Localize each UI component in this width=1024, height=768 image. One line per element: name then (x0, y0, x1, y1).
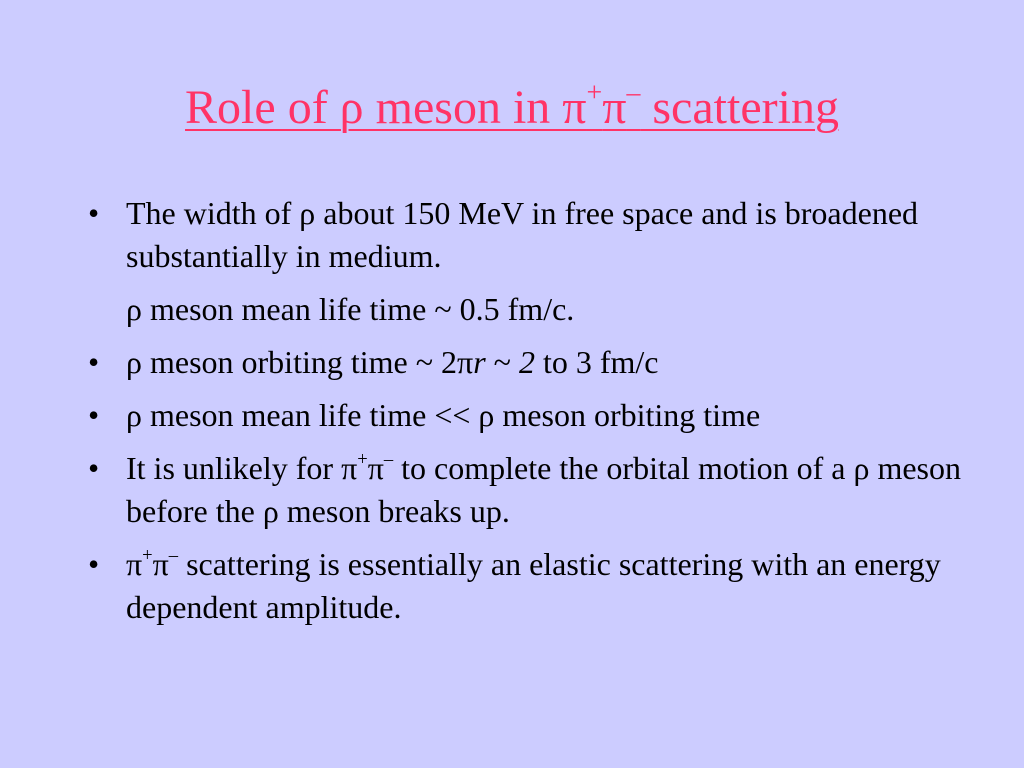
title-suffix: scattering (640, 81, 839, 134)
title-superscript-minus: – (626, 77, 641, 109)
bullet-text-before: It is unlikely for π (126, 450, 358, 486)
bullet-marker: • (88, 450, 100, 486)
bullet-text-before: ρ meson orbiting time ~ 2π (126, 344, 474, 380)
bullet-text-after: to 3 fm/c (534, 344, 659, 380)
sub-line-mean-life (88, 288, 988, 331)
bullet-item-elastic (88, 543, 988, 629)
bullet-marker: • (88, 344, 100, 380)
bullet-text-r: r (473, 344, 486, 380)
bullet-text-mid: ~ (485, 344, 519, 380)
superscript-plus: + (142, 544, 153, 566)
bullet-text-pi: π (152, 546, 169, 582)
bullet-text-after: scattering is essentially an elastic scattering with an energy dependent amplitude. (126, 546, 941, 625)
bullet-text-before: π (126, 546, 143, 582)
bullet-item-comparison (88, 394, 988, 437)
bullet-text: ρ meson mean life time << ρ meson orbiting time (126, 397, 761, 433)
bullet-text: The width of ρ about 150 MeV in free space and is broadened substantially in medium. (126, 195, 919, 274)
title-prefix: Role of ρ meson in π (185, 81, 587, 134)
bullet-text-after: to complete the orbital motion of a ρ meson before the ρ meson breaks up. (126, 450, 961, 529)
bullet-list (88, 192, 988, 629)
superscript-minus: – (168, 544, 179, 566)
sub-line-text: ρ meson mean life time ~ 0.5 fm/c. (126, 291, 575, 327)
slide-title (0, 78, 1024, 138)
bullet-marker: • (88, 546, 100, 582)
bullet-marker: • (88, 195, 100, 231)
bullet-item-orbiting-time (88, 341, 988, 384)
bullet-marker: • (88, 397, 100, 433)
bullet-item-width (88, 192, 988, 278)
bullet-text-pi: π (367, 450, 384, 486)
bullet-item-unlikely (88, 447, 988, 533)
bullet-text-two: 2 (518, 344, 535, 380)
superscript-minus: – (383, 448, 394, 470)
title-pi: π (602, 81, 627, 134)
slide-title-text (185, 77, 839, 134)
superscript-plus: + (357, 448, 368, 470)
title-superscript-plus: + (586, 77, 603, 109)
